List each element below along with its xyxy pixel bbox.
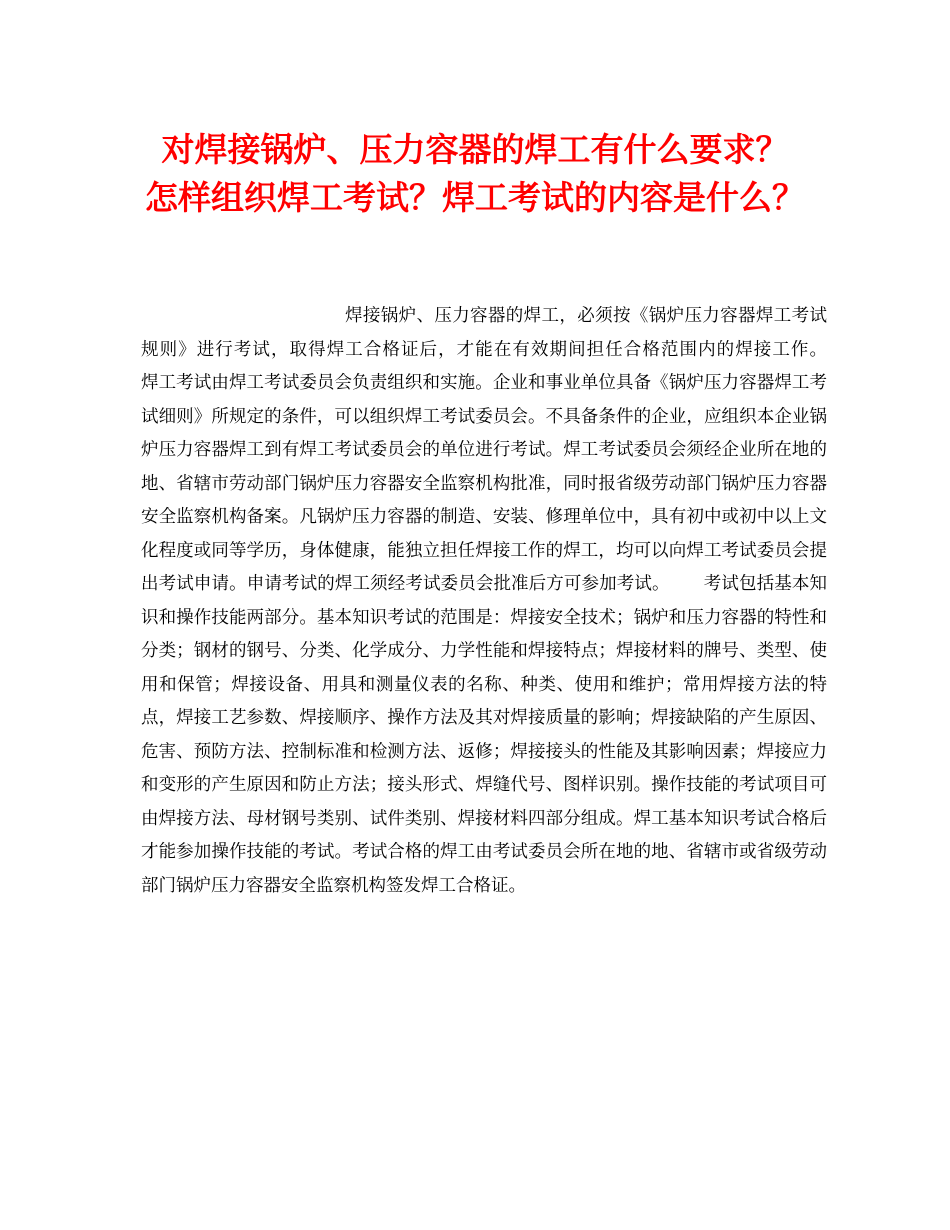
title-line-2: 怎样组织焊工考试？焊工考试的内容是什么？ — [145, 178, 805, 217]
body-paragraph: 焊接锅炉、压力容器的焊工，必须按《锅炉压力容器焊工考试规则》进行考试，取得焊工合格证后，才能在有效期间担任合格范围内的焊接工作。 焊工考试由焊工考试委员会负责组织和实施。企业和事业单位具备《锅炉压力容器焊工考试细则》所规定的条件，可以组织焊工考试委员会。不具备条件的企业，应组织本企业锅炉压力容器焊工到有焊工考试委员会的单位进行考试。焊工考试委员会须经企业所在地的地、省辖市劳动部门锅炉压力容器安全监察机构批准，同时报省级劳动部门锅炉压力容器安全监察机构备案。凡锅炉压力容器的制造、安装、修理单位中，具有初中或初中以上文化程度或同等学历，身体健康，能独立担任焊接工作的焊工，均可以向焊工考试委员会提出考试申请。申请考试的焊工须经考试委员会批准后方可参加考试。 考试包括基本知识和操作技能两部分。基本知识考试的范围是：焊接安全技术；锅炉和压力容器的特性和分类；钢材的钢号、分类、化学成分、力学性能和焊接特点；焊接材料的牌号、类型、使用和保管；焊接设备、用具和测量仪表的名称、种类、使用和维护；常用焊接方法的特点，焊接工艺参数、焊接顺序、操作方法及其对焊接质量的影响；焊接缺陷的产生原因、危害、预防方法、控制标准和检测方法、返修；焊接接头的性能及其影响因素；焊接应力和变形的产生原因和防止方法；接头形式、焊缝代号、图样识别。操作技能的考试项目可由焊接方法、母材钢号类别、试件类别、焊接材料四部分组成。焊工基本知识考试合格后才能参加操作技能的考试。考试合格的焊工由考试委员会所在地的地、省辖市或省级劳动部门锅炉压力容器安全监察机构签发焊工合格证。 — [141, 306, 861, 896]
document-title — [120, 126, 830, 222]
title-line-1: 对焊接锅炉、压力容器的焊工有什么要求？ — [161, 130, 789, 169]
